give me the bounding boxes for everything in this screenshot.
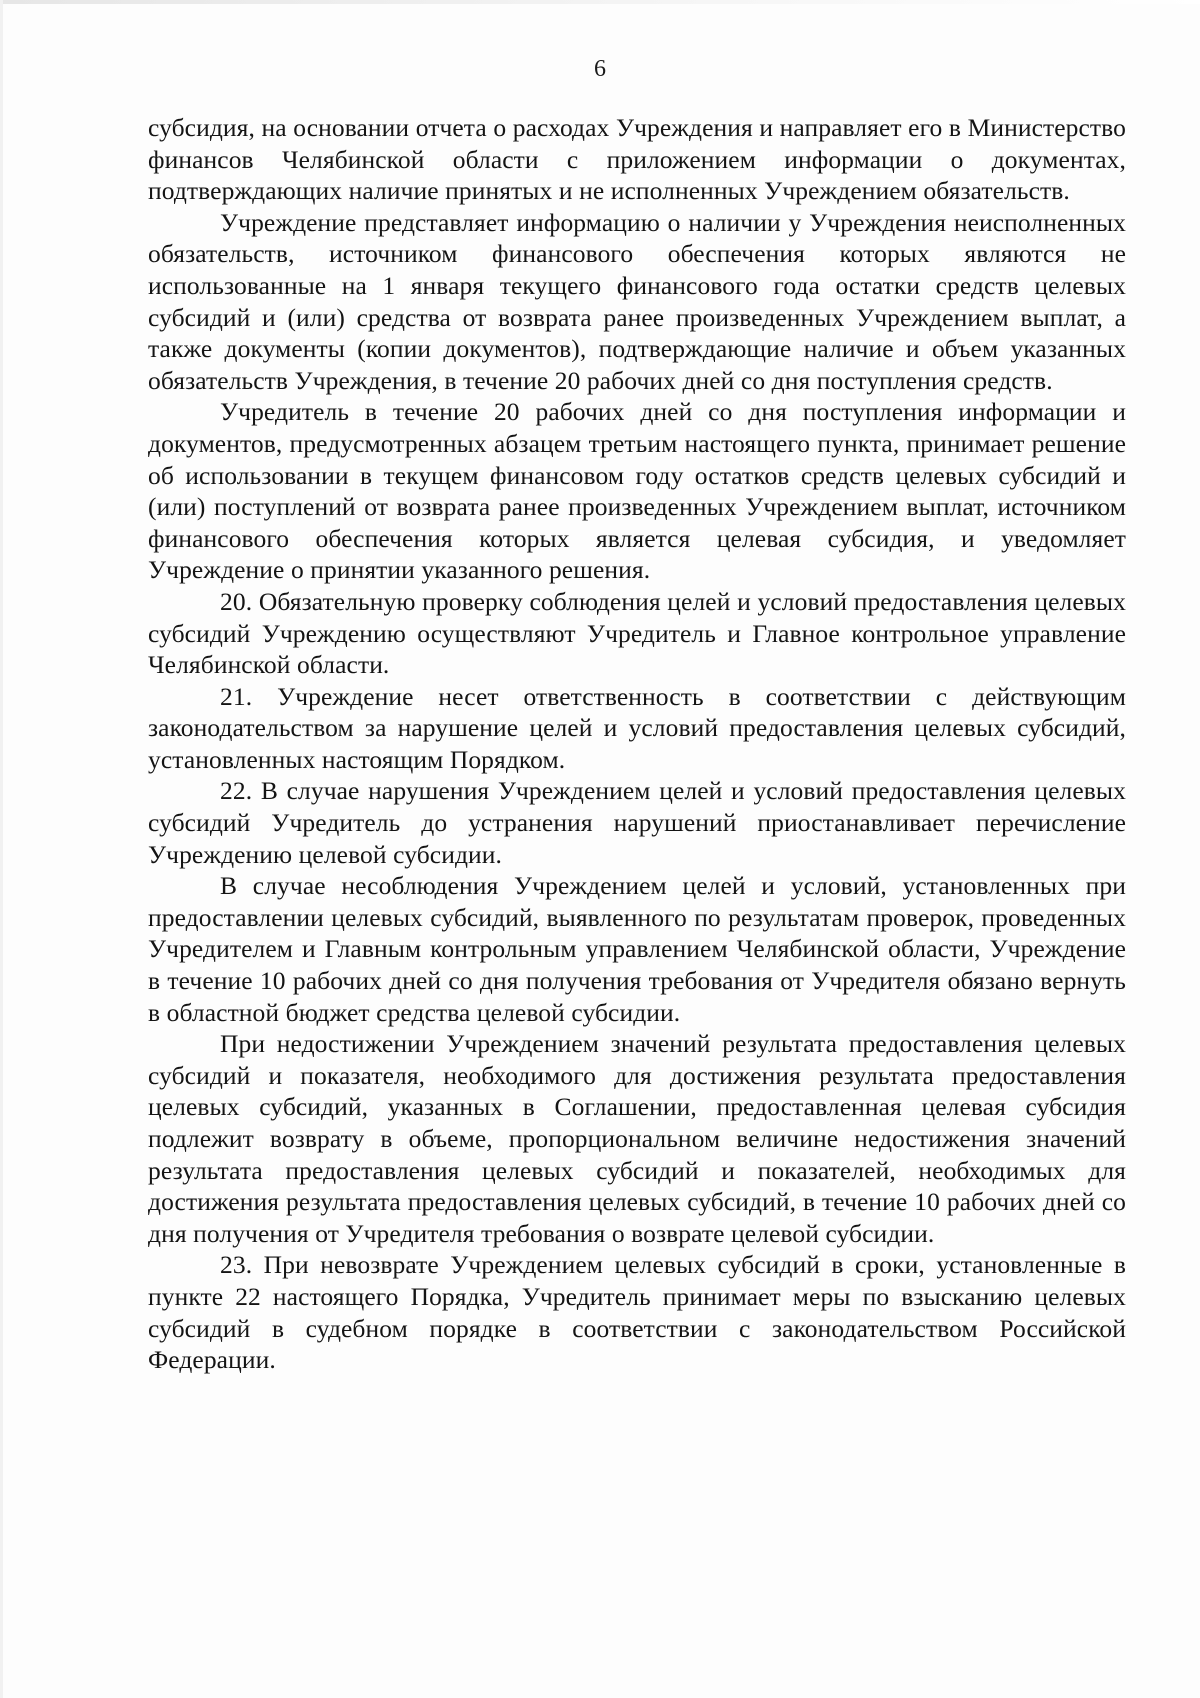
paragraph: При недостижении Учреждением значений результата предоставления целевых субсидий и показателя, необходимого для достижения результата предоставления целевых субсидий, указанных в Соглашении, предоставленная целевая субсидия подлежит возврату в объеме, пропорциональном величине недостижения значений результата предоставления целевых субсидий и показателей, необходимых для достижения результата предоставления целевых субсидий, в течение 10 рабочих дней со дня получения от Учредителя требования о возврате целевой субсидии. [148, 1029, 1126, 1248]
paragraph: Учреждение представляет информацию о наличии у Учреждения неисполненных обязательств, источником финансового обеспечения которых являются не использованные на 1 января текущего финансового года остатки средств целевых субсидий и (или) средства от возврата ранее произведенных Учреждением выплат, а также документы (копии документов), подтверждающие наличие и объем указанных обязательств Учреждения, в течение 20 рабочих дней со дня поступления средств. [148, 207, 1126, 395]
paragraph: Учредитель в течение 20 рабочих дней со дня поступления информации и документов, предусмотренных абзацем третьим настоящего пункта, принимает решение об использовании в текущем финансовом году остатков средств целевых субсидий и (или) поступлений от возврата ранее произведенных Учреждением выплат, источником финансового обеспечения которых является целевая субсидия, и уведомляет Учреждение о принятии указанного решения. [148, 397, 1126, 585]
paragraph-item-23: 23. При невозврате Учреждением целевых субсидий в сроки, установленные в пункте 22 настоящего Порядка, Учредитель принимает меры по взысканию целевых субсидий в судебном порядке в соответствии с законодательством Российской Федерации. [148, 1250, 1126, 1375]
scan-edge-top [0, 0, 1200, 4]
paragraph-item-20: 20. Обязательную проверку соблюдения целей и условий предоставления целевых субсидий Учреждению осуществляют Учредитель и Главное контрольное управление Челябинской области. [148, 586, 1126, 680]
paragraph-continuation: субсидия, на основании отчета о расходах Учреждения и направляет его в Министерство финансов Челябинской области с приложением информации о документах, подтверждающих наличие принятых и не исполненных Учреждением обязательств. [148, 113, 1126, 206]
scan-edge-left [0, 0, 3, 1698]
paragraph: В случае несоблюдения Учреждением целей и условий, установленных при предоставлении целевых субсидий, выявленного по результатам проверок, проведенных Учредителем и Главным контрольным управлением Челябинской области, Учреждение в течение 10 рабочих дней со дня получения требования от Учредителя обязано вернуть в областной бюджет средства целевой субсидии. [148, 871, 1126, 1027]
document-body [148, 112, 1126, 1376]
page-number: 6 [594, 56, 606, 82]
paragraph-item-21: 21. Учреждение несет ответственность в соответствии с действующим законодательством за нарушение целей и условий предоставления целевых субсидий, установленных настоящим Порядком. [148, 681, 1126, 774]
paragraph-item-22: 22. В случае нарушения Учреждением целей и условий предоставления целевых субсидий Учредитель до устранения нарушений приостанавливает перечисление Учреждению целевой субсидии. [148, 776, 1126, 869]
